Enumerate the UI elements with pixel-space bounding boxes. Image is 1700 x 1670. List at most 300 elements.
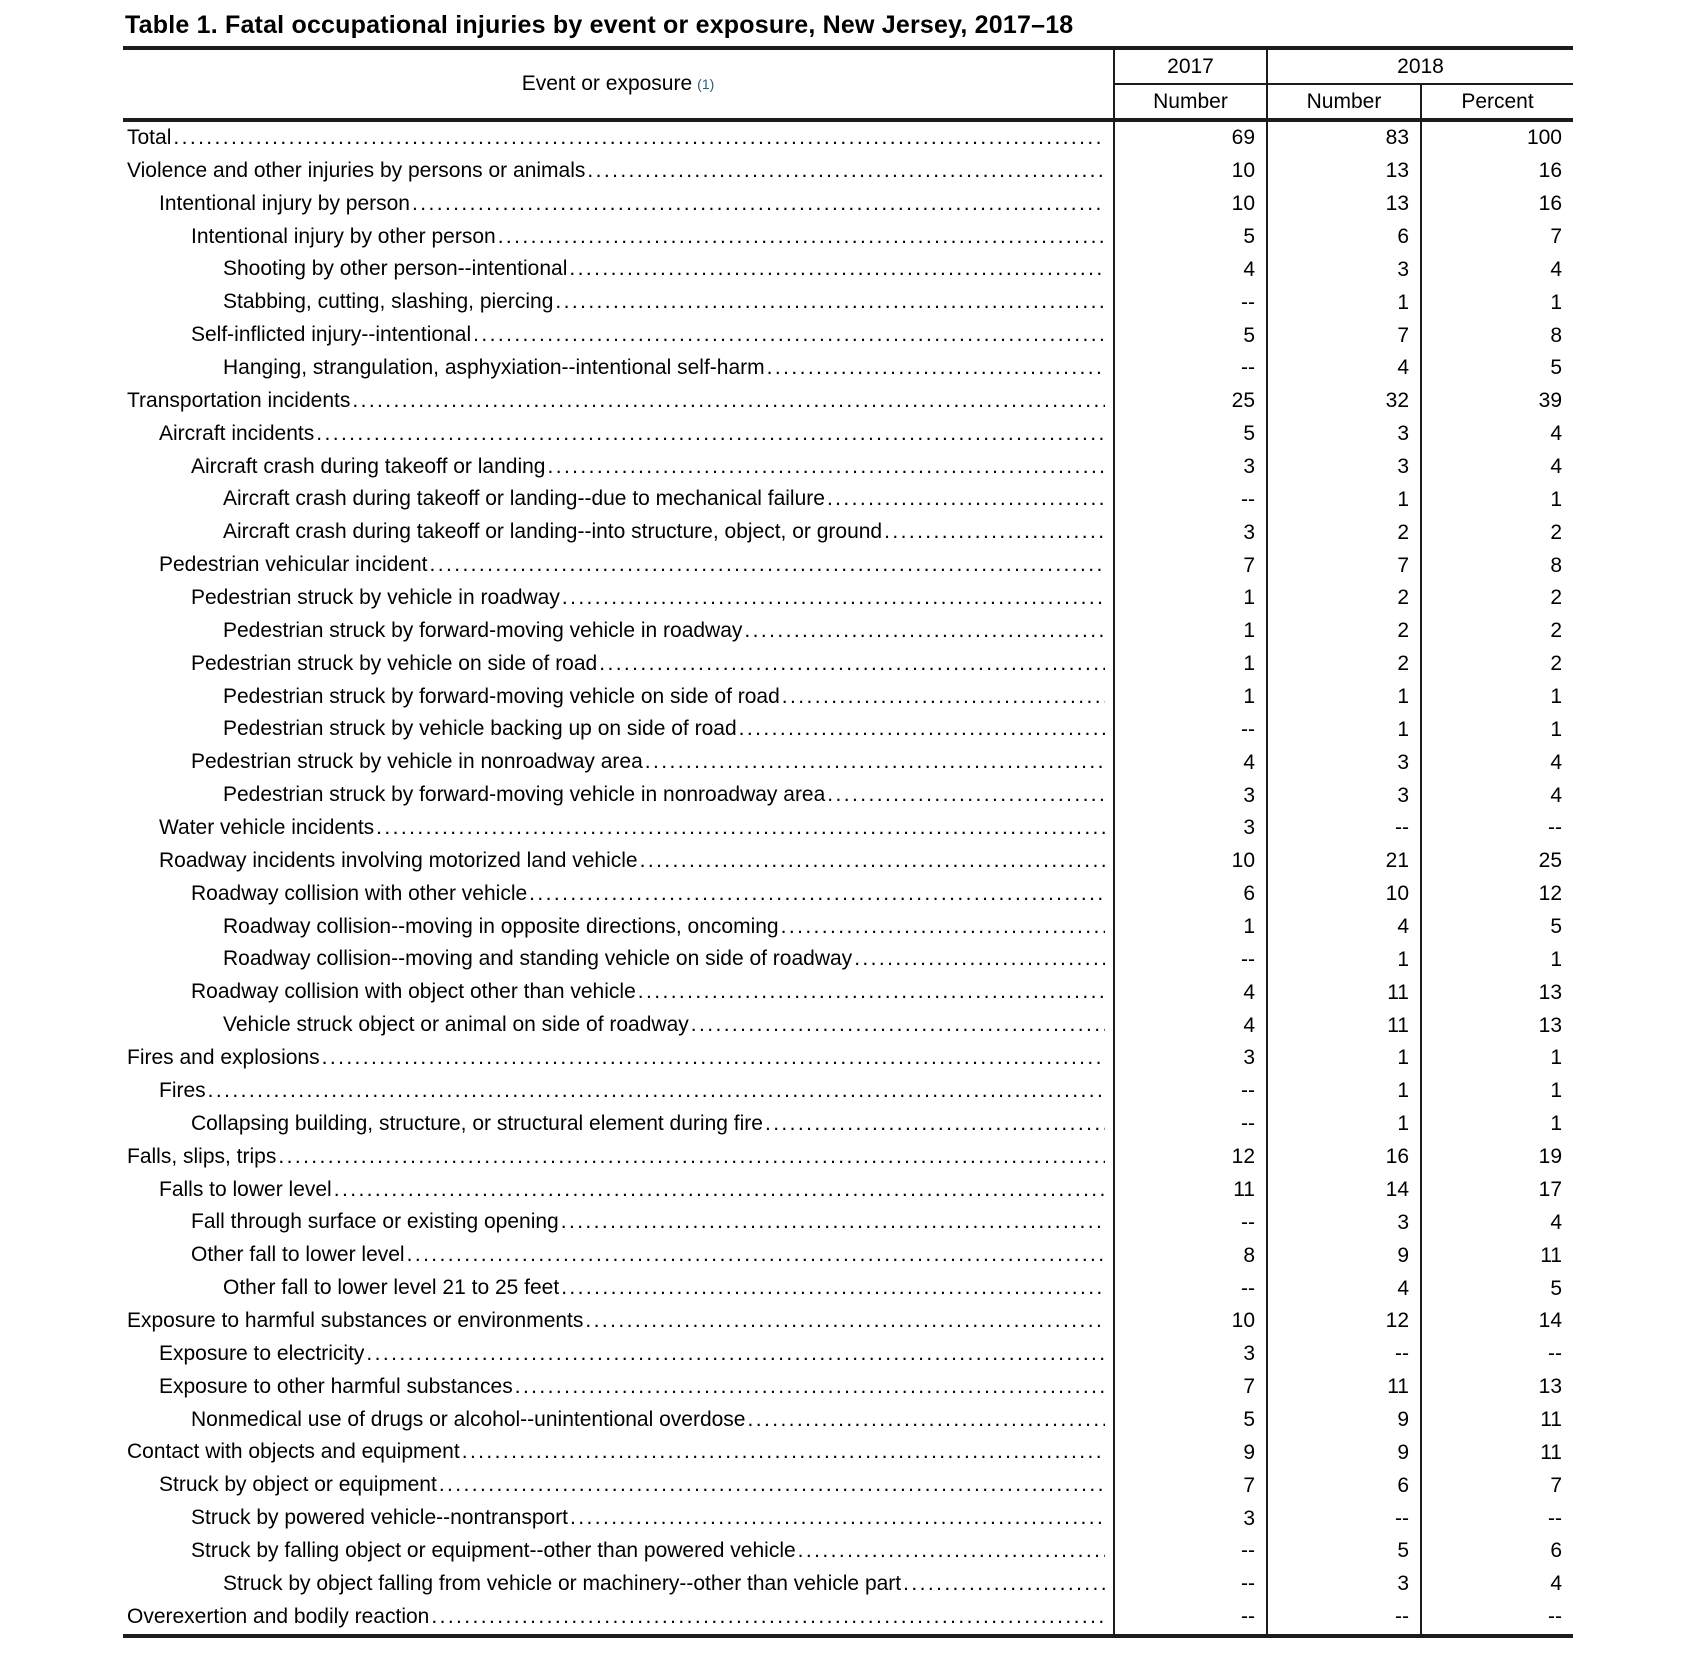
value-2018-number: 3 xyxy=(1266,1206,1420,1239)
row-label: Pedestrian struck by vehicle backing up on side of road xyxy=(223,717,737,741)
row-label-cell xyxy=(123,1338,1113,1371)
dot-leader xyxy=(782,681,1105,714)
row-label-cell xyxy=(123,516,1113,549)
row-label-cell xyxy=(123,352,1113,385)
document-page xyxy=(123,0,1575,1638)
value-2017-number: 8 xyxy=(1113,1239,1266,1272)
row-label: Intentional injury by person xyxy=(159,191,410,215)
value-2017-number: -- xyxy=(1113,286,1266,319)
value-2018-number: 14 xyxy=(1266,1174,1420,1207)
footnote-1-link[interactable]: (1) xyxy=(697,76,715,92)
value-2018-percent: 25 xyxy=(1420,845,1573,878)
row-label: Roadway collision with other vehicle xyxy=(191,881,528,905)
value-2017-number: 10 xyxy=(1113,1305,1266,1338)
value-2018-number: 1 xyxy=(1266,681,1420,714)
value-2017-number: -- xyxy=(1113,713,1266,746)
value-2018-percent: 4 xyxy=(1420,451,1573,484)
dot-leader xyxy=(827,779,1105,812)
value-2018-percent: -- xyxy=(1420,812,1573,845)
value-2018-percent: 2 xyxy=(1420,615,1573,648)
row-label-cell xyxy=(123,385,1113,418)
value-2018-number: -- xyxy=(1266,1502,1420,1535)
dot-leader xyxy=(561,1206,1105,1239)
table-row xyxy=(123,385,1573,418)
row-label-cell xyxy=(123,1404,1113,1437)
header-event-label: Event or exposure xyxy=(521,72,693,95)
value-2017-number: 5 xyxy=(1113,1404,1266,1437)
value-2017-number: 3 xyxy=(1113,516,1266,549)
value-2018-number: 1 xyxy=(1266,286,1420,319)
table-row xyxy=(123,516,1573,549)
value-2017-number: -- xyxy=(1113,1075,1266,1108)
dot-leader xyxy=(462,1436,1105,1469)
row-label-cell xyxy=(123,911,1113,944)
row-label: Pedestrian struck by vehicle in roadway xyxy=(191,586,560,610)
value-2018-number: 2 xyxy=(1266,615,1420,648)
dot-leader xyxy=(430,549,1106,582)
dot-leader xyxy=(739,713,1105,746)
value-2017-number: 4 xyxy=(1113,1009,1266,1042)
value-2018-number: -- xyxy=(1266,812,1420,845)
row-label: Total xyxy=(127,126,172,149)
table-row xyxy=(123,615,1573,648)
value-2018-percent: 4 xyxy=(1420,746,1573,779)
dot-leader xyxy=(208,1075,1105,1108)
value-2018-percent: 5 xyxy=(1420,911,1573,944)
value-2018-number: 1 xyxy=(1266,1108,1420,1141)
row-label-cell xyxy=(123,713,1113,746)
value-2018-percent: 4 xyxy=(1420,779,1573,812)
table-row xyxy=(123,713,1573,746)
value-2017-number: 4 xyxy=(1113,746,1266,779)
value-2018-number: 1 xyxy=(1266,1042,1420,1075)
value-2018-number: 3 xyxy=(1266,451,1420,484)
table-row xyxy=(123,845,1573,878)
dot-leader xyxy=(376,812,1105,845)
value-2017-number: 7 xyxy=(1113,1371,1266,1404)
value-2018-number: 21 xyxy=(1266,845,1420,878)
row-label-cell xyxy=(123,483,1113,516)
table-row xyxy=(123,1206,1573,1239)
value-2018-percent: 7 xyxy=(1420,1469,1573,1502)
table-row xyxy=(123,911,1573,944)
row-label-cell xyxy=(123,253,1113,286)
row-label-cell xyxy=(123,1601,1113,1634)
row-label-cell xyxy=(123,188,1113,221)
value-2018-number: 1 xyxy=(1266,483,1420,516)
value-2018-number: 13 xyxy=(1266,188,1420,221)
value-2018-percent: 8 xyxy=(1420,549,1573,582)
row-label: Pedestrian struck by forward-moving vehicle in roadway xyxy=(223,618,743,642)
value-2017-number: -- xyxy=(1113,1272,1266,1305)
row-label: Fall through surface or existing opening xyxy=(191,1210,559,1234)
row-label: Intentional injury by other person xyxy=(191,224,496,248)
row-label-cell xyxy=(123,1108,1113,1141)
value-2017-number: 3 xyxy=(1113,1338,1266,1371)
value-2018-number: 9 xyxy=(1266,1436,1420,1469)
row-label: Water vehicle incidents xyxy=(159,816,375,840)
table-row xyxy=(123,483,1573,516)
table-row xyxy=(123,746,1573,779)
row-label-cell xyxy=(123,878,1113,911)
value-2017-number: -- xyxy=(1113,352,1266,385)
row-label: Fires and explosions xyxy=(127,1046,320,1070)
row-label: Collapsing building, structure, or structural element during fire xyxy=(191,1111,763,1135)
dot-leader xyxy=(555,286,1105,319)
value-2018-number: 12 xyxy=(1266,1305,1420,1338)
dot-leader xyxy=(412,188,1105,221)
table-row xyxy=(123,1009,1573,1042)
value-2017-number: -- xyxy=(1113,483,1266,516)
value-2017-number: 1 xyxy=(1113,582,1266,615)
value-2018-percent: 1 xyxy=(1420,1108,1573,1141)
row-label: Exposure to other harmful substances xyxy=(159,1374,513,1398)
row-label-cell xyxy=(123,779,1113,812)
value-2018-number: 3 xyxy=(1266,1568,1420,1601)
table-row xyxy=(123,352,1573,385)
table-row xyxy=(123,1568,1573,1601)
value-2017-number: 5 xyxy=(1113,319,1266,352)
row-label-cell xyxy=(123,1436,1113,1469)
table-row xyxy=(123,878,1573,911)
header-2018-percent: Percent xyxy=(1420,85,1573,118)
table-row xyxy=(123,1535,1573,1568)
dot-leader xyxy=(569,253,1105,286)
row-label: Other fall to lower level 21 to 25 feet xyxy=(223,1276,560,1300)
value-2018-percent: 1 xyxy=(1420,1042,1573,1075)
dot-leader xyxy=(645,746,1105,779)
header-event-or-exposure xyxy=(123,50,1113,118)
table-row xyxy=(123,976,1573,1009)
row-label-cell xyxy=(123,1305,1113,1338)
row-label-cell xyxy=(123,1141,1113,1174)
value-2017-number: 3 xyxy=(1113,812,1266,845)
table-row xyxy=(123,1436,1573,1469)
value-2018-number: 1 xyxy=(1266,713,1420,746)
value-2017-number: -- xyxy=(1113,1568,1266,1601)
value-2017-number: -- xyxy=(1113,943,1266,976)
table-row xyxy=(123,1601,1573,1634)
row-label: Pedestrian struck by forward-moving vehicle on side of road xyxy=(223,684,780,708)
dot-leader xyxy=(473,319,1105,352)
dot-leader xyxy=(322,1042,1105,1075)
value-2017-number: 4 xyxy=(1113,976,1266,1009)
value-2018-number: -- xyxy=(1266,1601,1420,1634)
row-label: Falls, slips, trips xyxy=(127,1144,277,1168)
value-2017-number: 10 xyxy=(1113,155,1266,188)
value-2018-percent: 13 xyxy=(1420,1009,1573,1042)
row-label: Shooting by other person--intentional xyxy=(223,257,568,281)
table-row xyxy=(123,1371,1573,1404)
value-2018-number: 11 xyxy=(1266,1371,1420,1404)
dot-leader xyxy=(748,1404,1106,1437)
table-row xyxy=(123,1075,1573,1108)
value-2018-number: 4 xyxy=(1266,352,1420,385)
dot-leader xyxy=(515,1371,1105,1404)
row-label: Self-inflicted injury--intentional xyxy=(191,323,472,347)
value-2018-number: 4 xyxy=(1266,1272,1420,1305)
row-label: Contact with objects and equipment xyxy=(127,1440,460,1464)
value-2018-number: 1 xyxy=(1266,1075,1420,1108)
value-2017-number: 69 xyxy=(1113,122,1266,155)
value-2018-number: 9 xyxy=(1266,1239,1420,1272)
row-label: Aircraft incidents xyxy=(159,421,315,445)
row-label-cell xyxy=(123,582,1113,615)
table-row xyxy=(123,1174,1573,1207)
row-label: Exposure to electricity xyxy=(159,1341,365,1365)
row-label: Struck by object or equipment xyxy=(159,1473,437,1497)
value-2018-percent: 7 xyxy=(1420,221,1573,254)
dot-leader xyxy=(316,418,1105,451)
table-row xyxy=(123,1239,1573,1272)
value-2018-percent: 5 xyxy=(1420,1272,1573,1305)
row-label: Roadway collision with object other than vehicle xyxy=(191,980,636,1004)
row-label: Pedestrian struck by forward-moving vehicle in nonroadway area xyxy=(223,783,826,807)
dot-leader xyxy=(529,878,1105,911)
value-2018-percent: 12 xyxy=(1420,878,1573,911)
dot-leader xyxy=(884,516,1105,549)
dot-leader xyxy=(431,1601,1105,1634)
value-2018-percent: 2 xyxy=(1420,648,1573,681)
table-row xyxy=(123,1305,1573,1338)
value-2017-number: -- xyxy=(1113,1601,1266,1634)
dot-leader xyxy=(547,451,1105,484)
value-2018-number: 5 xyxy=(1266,1535,1420,1568)
value-2018-percent: 13 xyxy=(1420,976,1573,1009)
dot-leader xyxy=(585,1305,1105,1338)
dot-leader xyxy=(366,1338,1105,1371)
row-label: Struck by falling object or equipment--other than powered vehicle xyxy=(191,1538,796,1562)
value-2018-percent: 1 xyxy=(1420,681,1573,714)
row-label: Pedestrian struck by vehicle on side of road xyxy=(191,651,598,675)
row-label: Exposure to harmful substances or environments xyxy=(127,1308,584,1332)
header-2017-number: Number xyxy=(1113,85,1266,118)
row-label: Other fall to lower level xyxy=(191,1243,405,1267)
table-row xyxy=(123,221,1573,254)
dot-leader xyxy=(798,1535,1105,1568)
row-label-cell xyxy=(123,418,1113,451)
value-2018-percent: 16 xyxy=(1420,188,1573,221)
table-row xyxy=(123,812,1573,845)
row-label-cell xyxy=(123,976,1113,1009)
value-2018-number: 6 xyxy=(1266,1469,1420,1502)
row-label-cell xyxy=(123,1239,1113,1272)
value-2018-percent: 5 xyxy=(1420,352,1573,385)
row-label: Overexertion and bodily reaction xyxy=(127,1604,430,1628)
row-label: Pedestrian struck by vehicle in nonroadway area xyxy=(191,750,643,774)
row-label: Roadway incidents involving motorized land vehicle xyxy=(159,848,638,872)
dot-leader xyxy=(173,122,1105,155)
value-2018-number: 13 xyxy=(1266,155,1420,188)
value-2018-number: 6 xyxy=(1266,221,1420,254)
table-row xyxy=(123,122,1573,155)
value-2018-percent: 17 xyxy=(1420,1174,1573,1207)
row-label-cell xyxy=(123,746,1113,779)
value-2017-number: 1 xyxy=(1113,615,1266,648)
value-2018-number: 3 xyxy=(1266,418,1420,451)
table-row xyxy=(123,681,1573,714)
table-row xyxy=(123,319,1573,352)
value-2018-percent: 11 xyxy=(1420,1404,1573,1437)
value-2018-percent: 1 xyxy=(1420,1075,1573,1108)
value-2017-number: 5 xyxy=(1113,418,1266,451)
dot-leader xyxy=(744,615,1105,648)
row-label: Aircraft crash during takeoff or landing--into structure, object, or ground xyxy=(223,520,883,544)
value-2018-percent: -- xyxy=(1420,1601,1573,1634)
value-2018-percent: 4 xyxy=(1420,1206,1573,1239)
dot-leader xyxy=(587,155,1105,188)
value-2017-number: 10 xyxy=(1113,188,1266,221)
header-year-2018: 2018 xyxy=(1266,50,1573,85)
dot-leader xyxy=(570,1502,1105,1535)
table-row xyxy=(123,582,1573,615)
value-2017-number: 3 xyxy=(1113,451,1266,484)
value-2018-number: 11 xyxy=(1266,976,1420,1009)
value-2018-percent: 2 xyxy=(1420,516,1573,549)
row-label-cell xyxy=(123,615,1113,648)
dot-leader xyxy=(640,845,1105,878)
value-2017-number: -- xyxy=(1113,1108,1266,1141)
row-label: Transportation incidents xyxy=(127,388,351,412)
value-2018-number: 83 xyxy=(1266,122,1420,155)
row-label-cell xyxy=(123,122,1113,155)
dot-leader xyxy=(278,1141,1105,1174)
table-row xyxy=(123,1272,1573,1305)
dot-leader xyxy=(439,1469,1105,1502)
value-2018-number: 10 xyxy=(1266,878,1420,911)
value-2017-number: 3 xyxy=(1113,1042,1266,1075)
header-2018-number: Number xyxy=(1266,85,1420,118)
value-2018-number: 7 xyxy=(1266,549,1420,582)
dot-leader xyxy=(854,943,1105,976)
value-2018-number: -- xyxy=(1266,1338,1420,1371)
row-label-cell xyxy=(123,1469,1113,1502)
value-2018-percent: 4 xyxy=(1420,418,1573,451)
value-2017-number: 4 xyxy=(1113,253,1266,286)
row-label-cell xyxy=(123,943,1113,976)
row-label: Violence and other injuries by persons or animals xyxy=(127,158,586,182)
row-label-cell xyxy=(123,451,1113,484)
table-row xyxy=(123,253,1573,286)
row-label: Roadway collision--moving in opposite directions, oncoming xyxy=(223,914,779,938)
row-label: Struck by powered vehicle--nontransport xyxy=(191,1506,569,1530)
value-2018-percent: 11 xyxy=(1420,1239,1573,1272)
value-2017-number: -- xyxy=(1113,1206,1266,1239)
value-2017-number: 1 xyxy=(1113,681,1266,714)
value-2018-number: 3 xyxy=(1266,746,1420,779)
value-2017-number: 6 xyxy=(1113,878,1266,911)
dot-leader xyxy=(781,911,1105,944)
row-label-cell xyxy=(123,812,1113,845)
dot-leader xyxy=(407,1239,1105,1272)
value-2018-percent: -- xyxy=(1420,1338,1573,1371)
value-2018-number: 9 xyxy=(1266,1404,1420,1437)
value-2018-number: 2 xyxy=(1266,648,1420,681)
row-label-cell xyxy=(123,549,1113,582)
dot-leader xyxy=(599,648,1105,681)
row-label: Nonmedical use of drugs or alcohol--unintentional overdose xyxy=(191,1407,746,1431)
row-label: Aircraft crash during takeoff or landing xyxy=(191,454,546,478)
row-label-cell xyxy=(123,155,1113,188)
table-row xyxy=(123,188,1573,221)
value-2018-percent: 14 xyxy=(1420,1305,1573,1338)
value-2017-number: 10 xyxy=(1113,845,1266,878)
row-label: Stabbing, cutting, slashing, piercing xyxy=(223,290,554,314)
value-2017-number: 11 xyxy=(1113,1174,1266,1207)
table-row xyxy=(123,648,1573,681)
table-row xyxy=(123,1502,1573,1535)
table-row xyxy=(123,1042,1573,1075)
row-label-cell xyxy=(123,319,1113,352)
dot-leader xyxy=(352,385,1105,418)
fatal-injuries-table xyxy=(123,46,1573,1638)
row-label-cell xyxy=(123,648,1113,681)
value-2018-number: 7 xyxy=(1266,319,1420,352)
value-2018-number: 4 xyxy=(1266,911,1420,944)
table-title: Table 1. Fatal occupational injuries by event or exposure, New Jersey, 2017–18 xyxy=(125,11,1074,39)
value-2018-number: 11 xyxy=(1266,1009,1420,1042)
dot-leader xyxy=(561,1272,1105,1305)
value-2018-percent: 19 xyxy=(1420,1141,1573,1174)
value-2018-percent: 2 xyxy=(1420,582,1573,615)
value-2018-percent: 1 xyxy=(1420,286,1573,319)
table-row xyxy=(123,418,1573,451)
value-2018-number: 3 xyxy=(1266,779,1420,812)
row-label-cell xyxy=(123,221,1113,254)
value-2018-percent: 100 xyxy=(1420,122,1573,155)
value-2018-percent: 39 xyxy=(1420,385,1573,418)
value-2018-percent: 1 xyxy=(1420,713,1573,746)
row-label-cell xyxy=(123,1009,1113,1042)
row-label-cell xyxy=(123,681,1113,714)
value-2018-number: 3 xyxy=(1266,253,1420,286)
value-2018-percent: 11 xyxy=(1420,1436,1573,1469)
table-row xyxy=(123,1404,1573,1437)
value-2018-percent: 13 xyxy=(1420,1371,1573,1404)
dot-leader xyxy=(765,1108,1105,1141)
dot-leader xyxy=(903,1568,1105,1601)
value-2018-percent: 1 xyxy=(1420,483,1573,516)
value-2017-number: 25 xyxy=(1113,385,1266,418)
row-label-cell xyxy=(123,1174,1113,1207)
value-2017-number: 1 xyxy=(1113,648,1266,681)
table-row xyxy=(123,1108,1573,1141)
value-2018-number: 1 xyxy=(1266,943,1420,976)
value-2017-number: 3 xyxy=(1113,779,1266,812)
row-label-cell xyxy=(123,1371,1113,1404)
value-2018-percent: 1 xyxy=(1420,943,1573,976)
value-2018-number: 2 xyxy=(1266,582,1420,615)
table-row xyxy=(123,1338,1573,1371)
value-2018-percent: 16 xyxy=(1420,155,1573,188)
row-label-cell xyxy=(123,1206,1113,1239)
row-label: Pedestrian vehicular incident xyxy=(159,553,428,577)
table-row xyxy=(123,155,1573,188)
table-row xyxy=(123,286,1573,319)
value-2017-number: 7 xyxy=(1113,1469,1266,1502)
table-row xyxy=(123,943,1573,976)
value-2018-percent: 8 xyxy=(1420,319,1573,352)
row-label: Fires xyxy=(159,1078,206,1102)
row-label: Hanging, strangulation, asphyxiation--intentional self-harm xyxy=(223,356,765,380)
table-body xyxy=(123,122,1573,1638)
dot-leader xyxy=(638,976,1105,1009)
value-2017-number: 7 xyxy=(1113,549,1266,582)
row-label-cell xyxy=(123,845,1113,878)
row-label-cell xyxy=(123,1502,1113,1535)
value-2017-number: 5 xyxy=(1113,221,1266,254)
dot-leader xyxy=(498,221,1105,254)
